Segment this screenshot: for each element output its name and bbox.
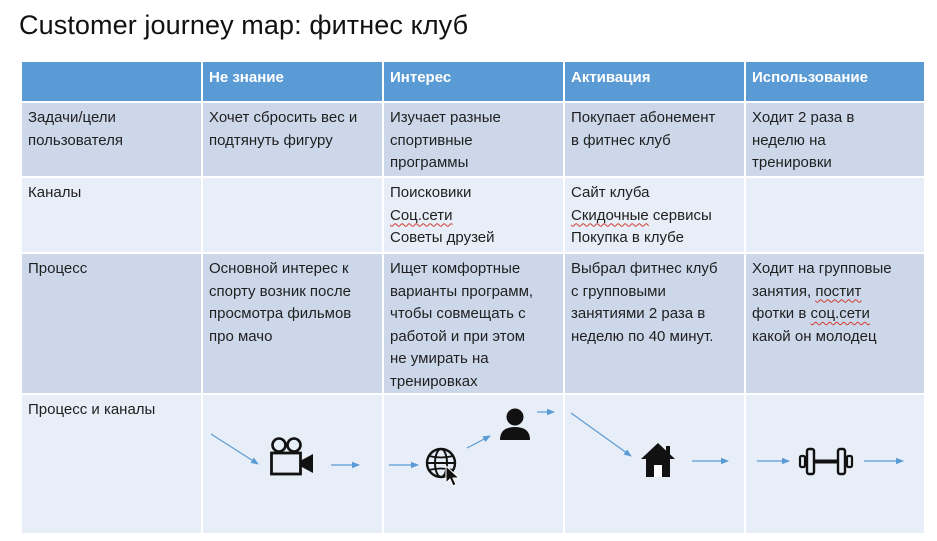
cell-text-line: спорту возник после: [209, 282, 351, 300]
cell-text-line: Ходит 2 раза в: [752, 109, 855, 126]
stage-header-unaware: Не знание: [202, 61, 383, 102]
cell-text-line: Ищет комфортные: [390, 260, 521, 277]
stage-header-interest: Интерес: [383, 61, 564, 102]
cell-text-line: тренировках: [390, 372, 478, 390]
cell-text-line: Ходит на групповые: [752, 260, 892, 277]
cell-text-line: чтобы совмещать с: [390, 305, 526, 322]
cell-text-line: Советы друзей: [390, 229, 495, 246]
channels-cell-activation: [564, 177, 745, 253]
row-label-flow: [21, 394, 202, 534]
cell-text-line: неделю на: [752, 131, 826, 149]
cell-text-line: Хочет сбросить вес и: [209, 109, 358, 126]
tasks-cell-interest: [383, 102, 564, 177]
tasks-cell-usage: [745, 102, 925, 177]
journey-map-table: [20, 60, 926, 535]
cell-text-line: Изучает разные: [390, 109, 501, 126]
row-label-channels: [21, 177, 202, 253]
tasks-row: [21, 102, 925, 177]
channels-cell-unaware: [202, 177, 383, 253]
cell-text-line: Сайт клуба: [571, 184, 650, 201]
page-title: Customer journey map: фитнес клуб: [19, 10, 469, 40]
process-row: [21, 253, 925, 394]
cell-text-line: работой и при этом: [390, 327, 526, 345]
tasks-cell-unaware: [202, 102, 383, 177]
cell-text-line: [571, 205, 738, 228]
tasks-cell-activation: [564, 102, 745, 177]
cell-text-fragment: сервисы: [648, 206, 712, 224]
process-cell-interest: [383, 253, 564, 394]
cell-text-line: тренировки: [752, 154, 832, 171]
cell-text-fragment: занятия,: [752, 282, 816, 300]
cell-text-line: неделю по 40 минут.: [571, 327, 714, 345]
cell-text-line: Основной интерес к: [209, 260, 349, 277]
stage-header-usage: Использование: [745, 61, 925, 102]
cell-text-line: [752, 281, 918, 304]
cell-text-line: спортивные: [390, 131, 473, 149]
row-label-line: Задачи/цели: [28, 109, 116, 126]
cell-text-line: варианты программ,: [390, 282, 534, 300]
cell-text-line: просмотра фильмов: [209, 305, 352, 322]
cell-text-fragment: фотки в: [752, 305, 811, 322]
row-label-line: пользователя: [28, 131, 123, 149]
process-cell-unaware: [202, 253, 383, 394]
cell-text-line: Покупка в клубе: [571, 229, 684, 246]
cell-text-line: в фитнес клуб: [571, 131, 671, 149]
row-label-line: Каналы: [28, 184, 82, 201]
channels-row: [21, 177, 925, 253]
cell-text-line: занятиями 2 раза в: [571, 305, 706, 322]
cell-text-line: подтянуть фигуру: [209, 131, 333, 149]
process-cell-usage: [745, 253, 925, 394]
cell-text-line: Поисковики: [390, 184, 472, 201]
stage-header-activation: Активация: [564, 61, 745, 102]
cell-text-line: про мачо: [209, 327, 273, 345]
cell-text-line: Покупает абонемент: [571, 109, 716, 126]
row-label-process: [21, 253, 202, 394]
misspelled-word: Скидочные: [571, 206, 649, 224]
misspelled-word: Соц.сети: [390, 206, 453, 224]
flow-cell-usage: [745, 394, 925, 534]
row-label-line: Процесс: [28, 260, 88, 277]
cell-text-line: [752, 303, 918, 326]
flow-row: [21, 394, 925, 534]
stage-header-row: [21, 61, 925, 102]
channels-cell-usage: [745, 177, 925, 253]
flow-cell-interest: [383, 394, 564, 534]
misspelled-word: постит: [815, 282, 862, 300]
flow-cell-unaware: [202, 394, 383, 534]
header-corner: [21, 61, 202, 102]
flow-cell-activation: [564, 394, 745, 534]
misspelled-word: соц.сети: [810, 305, 870, 322]
cell-text-line: какой он молодец: [752, 327, 877, 345]
row-label-line: Процесс и каналы: [28, 401, 156, 418]
cell-text-line: Выбрал фитнес клуб: [571, 260, 718, 277]
row-label-tasks: [21, 102, 202, 177]
cell-text-line: не умирать на: [390, 350, 489, 367]
channels-cell-interest: [383, 177, 564, 253]
cell-text-line: [390, 205, 557, 228]
cell-text-line: с групповыми: [571, 282, 666, 300]
process-cell-activation: [564, 253, 745, 394]
cell-text-line: программы: [390, 154, 469, 171]
